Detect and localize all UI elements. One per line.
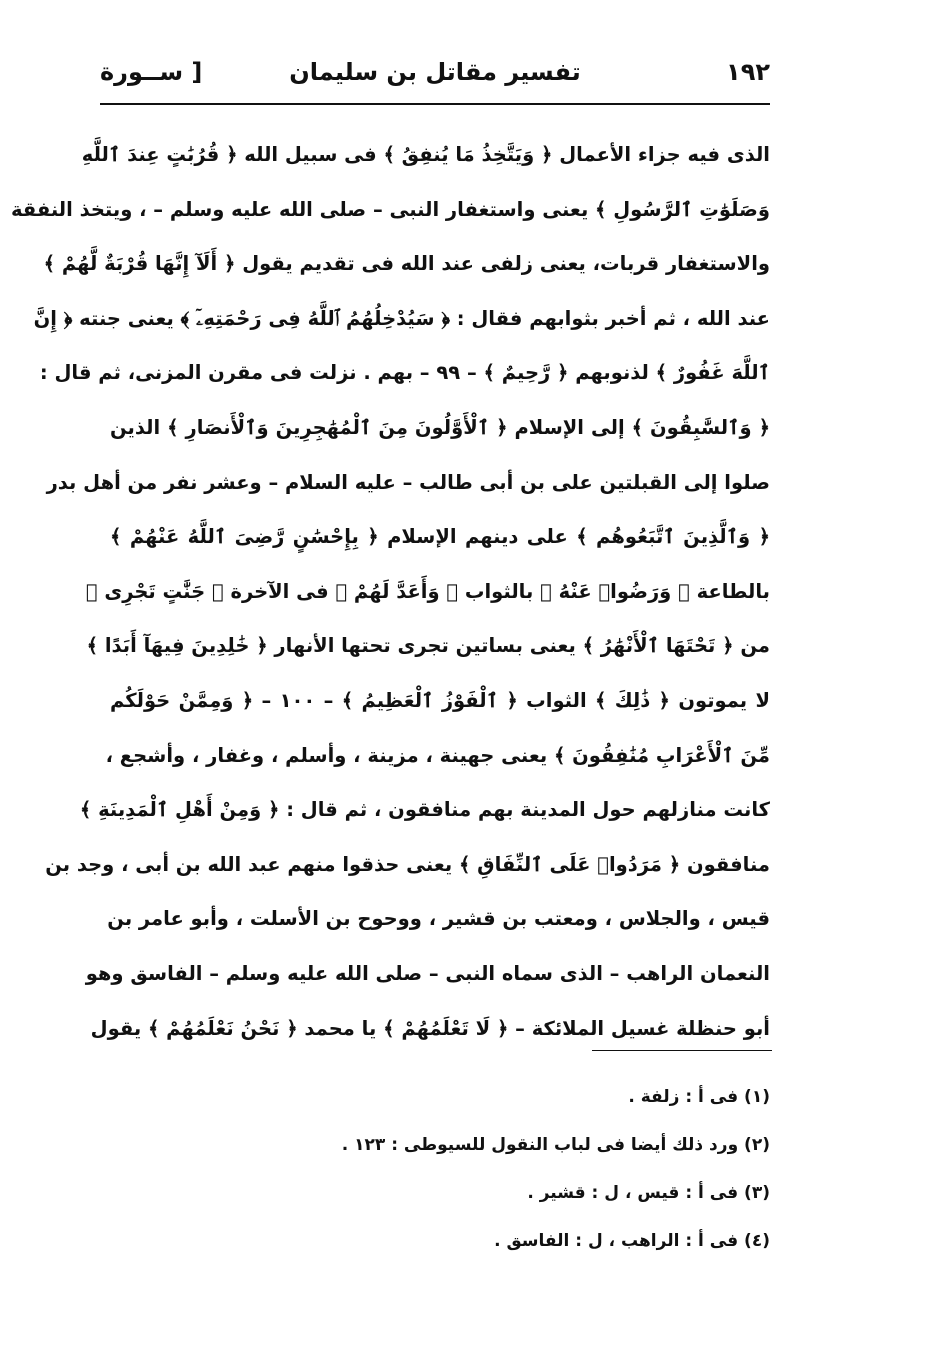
footnote-divider <box>592 1050 772 1051</box>
footnote: (٢) ورد ذلك أيضا فى لباب النقول للسيوطى : ١٢٣ . <box>341 1135 770 1155</box>
text-line: من ﴿ تَحْتَهَا ٱلْأَنْهَٰرُ ﴾ يعنى بساتين تجرى تحتها الأنهار ﴿ خَٰلِدِينَ فِيهَآ أَبَدًا ﴾ <box>86 634 770 658</box>
text-line: ﴿ وَٱلسَّٰبِقُونَ ﴾ إلى الإسلام ﴿ ٱلْأَوَّلُونَ مِنَ ٱلْمُهَٰجِرِينَ وَٱلْأَنصَارِ ﴾ الذين <box>110 415 770 439</box>
main-text <box>10 128 770 1056</box>
text-line: لا يموتون ﴿ ذَٰلِكَ ﴾ الثواب ﴿ ٱلْفَوْزُ ٱلْعَظِيمُ ﴾ – ١٠٠ – ﴿ وَمِمَّنْ حَوْلَكُم <box>110 688 770 712</box>
sura-label: [ ســورة <box>100 58 203 86</box>
header-divider <box>100 103 770 105</box>
page-number: ١٩٢ <box>726 58 770 86</box>
text-line: النعمان الراهب – الذى سماه النبى – صلى الله عليه وسلم – الفاسق وهو <box>85 961 770 985</box>
text-line: وَصَلَوَٰتِ ٱلرَّسُولِ ﴾ يعنى واستغفار النبى – صلى الله عليه وسلم – ، ويتخذ النفقة <box>10 197 770 221</box>
text-line: ٱللَّهَ غَفُورٌ ﴾ لذنوبهم ﴿ رَّحِيمٌ ﴾ – ٩٩ – بهم . نزلت فى مقرن المزنى، ثم قال : <box>39 361 770 385</box>
text-line: عند الله ، ثم أخبر بثوابهم فقال : ﴿ سَيُدْخِلُهُمُ ٱللَّهُ فِى رَحْمَتِهِۦٓ ﴾ يعنى جنته ﴿ إِنَّ <box>33 306 770 330</box>
text-line: بالطاعة ﴿ وَرَضُوا۟ عَنْهُ ﴾ بالثواب ﴿ وَأَعَدَّ لَهُمْ ﴾ فى الآخرة ﴿ جَنَّٰتٍ تَجْرِى ﴾ <box>85 579 770 603</box>
page-header <box>100 52 770 102</box>
footnotes <box>200 1073 770 1265</box>
footnote: (٣) فى أ : قيس ، ل : قشير . <box>527 1183 770 1203</box>
text-line: أبو حنظلة غسيل الملائكة – ﴿ لَا تَعْلَمُهُمْ ﴾ يا محمد ﴿ نَحْنُ نَعْلَمُهُمْ ﴾ يقول <box>90 1016 770 1040</box>
footnote: (١) فى أ : زلفة . <box>628 1087 770 1107</box>
text-line: منافقون ﴿ مَرَدُوا۟ عَلَى ٱلنِّفَاقِ ﴾ يعنى حذقوا منهم عبد الله بن أبى ، وجد بن <box>45 852 770 876</box>
footnote: (٤) فى أ : الراهب ، ل : الفاسق . <box>494 1231 770 1251</box>
text-line: والاستغفار قربات، يعنى زلفى عند الله فى تقديم يقول ﴿ أَلَآ إِنَّهَا قُرْبَةٌ لَّهُمْ ﴾ <box>43 252 770 276</box>
text-line: كانت منازلهم حول المدينة بهم منافقون ، ثم قال : ﴿ وَمِنْ أَهْلِ ٱلْمَدِينَةِ ﴾ <box>79 798 770 822</box>
text-line: ﴿ وَٱلَّذِينَ ٱتَّبَعُوهُم ﴾ على دينهم الإسلام ﴿ بِإِحْسَٰنٍ رَّضِىَ ٱللَّهُ عَنْهُمْ ﴾ <box>110 525 770 549</box>
text-line: الذى فيه جزاء الأعمال ﴿ وَيَتَّخِذُ مَا يُنفِقُ ﴾ فى سبيل الله ﴿ قُرُبَٰتٍ عِندَ ٱللَّهِ <box>81 143 770 166</box>
text-line: صلوا إلى القبلتين على بن أبى طالب – عليه السلام – وعشر نفر من أهل بدر <box>46 470 770 494</box>
text-line: مِّنَ ٱلْأَعْرَابِ مُنَٰفِقُونَ ﴾ يعنى جهينة ، مزينة ، وأسلم ، وغفار ، وأشجع ، <box>105 743 770 767</box>
text-line: قيس ، والجلاس ، ومعتب بن قشير ، ووحوح بن الأسلت ، وأبو عامر بن <box>107 907 770 931</box>
running-title: تفسير مقاتل بن سليمان <box>289 58 581 86</box>
